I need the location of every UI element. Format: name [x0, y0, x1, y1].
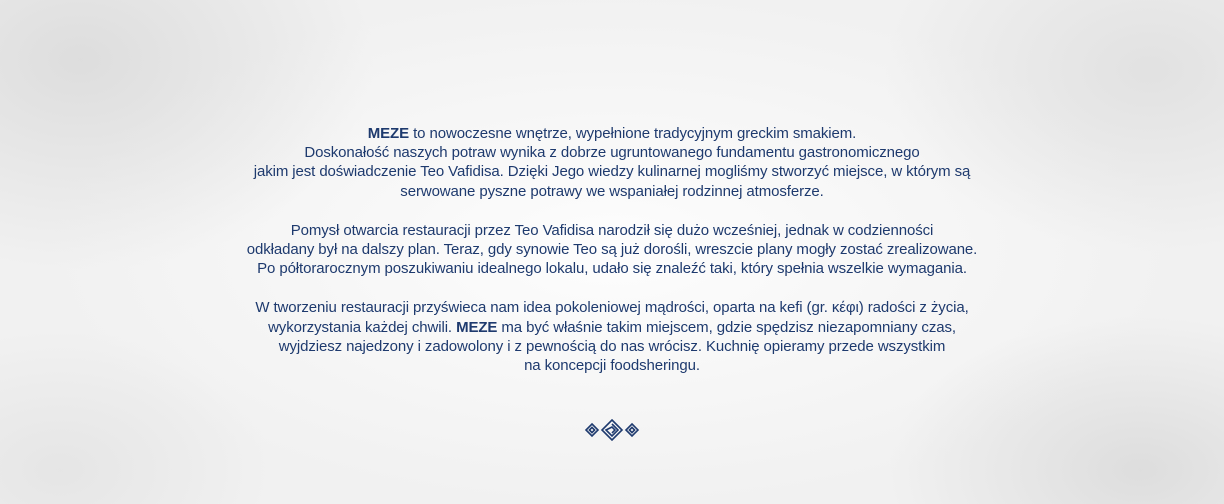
- about-p3-line-2-pre: wykorzystania każdej chwili.: [268, 318, 457, 336]
- about-p1-line-1-text: to nowoczesne wnętrze, wypełnione tradycyjnym greckim smakiem.: [409, 125, 857, 142]
- brand-name-inline: MEZE: [456, 318, 498, 336]
- about-p2-line-2: odkładany był na dalszy plan. Teraz, gdy synowie Teo są już dorośli, wreszcie plany mogły zostać zrealizowane.: [246, 241, 978, 259]
- about-paragraph-3: [0, 298, 1224, 375]
- ornament-left-diamond-inner: [589, 427, 594, 432]
- about-section: [0, 124, 1224, 395]
- ornament-right-diamond: [626, 424, 638, 436]
- about-p3-line-2: [0, 318, 1224, 337]
- about-p2-line-3: Po półtorarocznym poszukiwaniu idealnego lokalu, udało się znaleźć taki, który spełnia wszelkie wymagania.: [257, 260, 967, 278]
- about-paragraph-1: [0, 124, 1224, 201]
- brand-name: MEZE: [367, 125, 410, 142]
- about-p3-line-1: W tworzeniu restauracji przyświeca nam idea pokoleniowej mądrości, oparta na kefi (gr. κέφι) radości z życia,: [255, 299, 969, 317]
- about-p3-line-2-post: ma być właśnie takim miejscem, gdzie spędzisz niezapomniany czas,: [497, 318, 956, 336]
- about-p2-line-1: Pomysł otwarcia restauracji przez Teo Vafidisa narodził się dużo wcześniej, jednak w codzienności: [290, 221, 934, 239]
- about-p1-line-1: [0, 124, 1224, 143]
- about-paragraph-2: [0, 221, 1224, 279]
- about-p3-line-4: na koncepcji foodsheringu.: [524, 357, 700, 375]
- about-p1-line-2: Doskonałość naszych potraw wynika z dobrze ugruntowanego fundamentu gastronomicznego: [304, 144, 920, 162]
- greek-meander-diamond-icon: [584, 419, 640, 441]
- about-p1-line-4: serwowane pyszne potrawy we wspaniałej rodzinnej atmosferze.: [400, 182, 824, 200]
- ornament-left-diamond: [586, 424, 598, 436]
- ornament-center-meander: [606, 424, 618, 436]
- about-p3-line-3: wyjdziesz najedzony i zadowolony i z pewnością do nas wrócisz. Kuchnię opieramy przede wszystkim: [278, 337, 946, 355]
- about-p1-line-3: jakim jest doświadczenie Teo Vafidisa. Dzięki Jego wiedzy kulinarnej mogliśmy stworzyć miejsce, w którym są: [253, 163, 971, 181]
- ornament-right-diamond-inner: [629, 427, 634, 432]
